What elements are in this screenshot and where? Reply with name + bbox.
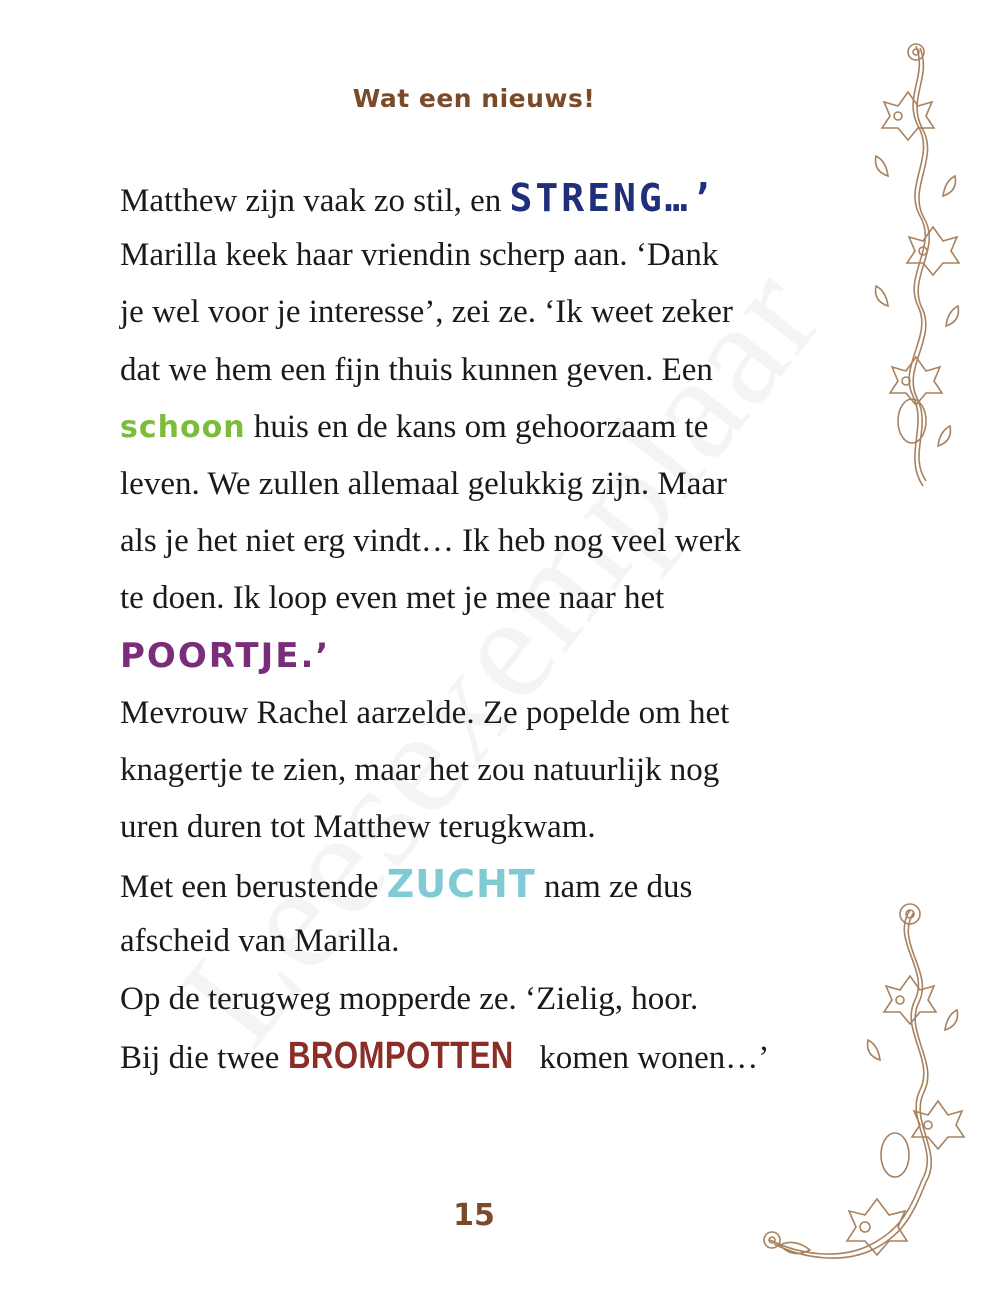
text-run: Marilla keek haar vriendin scherp aan. ‘Dank [120,237,719,274]
text-run: dat we hem een fijn thuis kunnen geven. Een [120,351,713,388]
text-run: nam ze dus [535,869,693,906]
text-run: knagertje te zien, maar het zou natuurlijk nog [120,751,720,788]
text-run: Mevrouw Rachel aarzelde. Ze popelde om het [120,694,730,731]
text-run: Op de terugweg mopperde ze. ‘Zielig, hoor. [120,980,699,1017]
text-run: Matthew zijn vaak zo stil, en [120,183,510,219]
text-line [120,342,830,399]
text-line [120,399,830,456]
text-line [120,170,830,227]
text-run: je wel voor je interesse’, zei ze. ‘Ik weet zeker [120,294,733,331]
text-line [120,284,830,341]
text-line [120,1028,830,1085]
text-line [120,856,830,913]
text-line [120,971,830,1028]
decorative-word-brompotten: BROMPOTTEN [287,1034,514,1077]
decorative-word-streng: STRENG…’ [509,176,717,220]
text-line [120,513,830,570]
decorative-word-poortje: POORTJE.’ [120,635,331,676]
page-number: 15 [453,1198,495,1233]
text-run: komen wonen…’ [530,1039,770,1076]
text-line [120,570,830,627]
text-run: Bij die twee [120,1039,288,1076]
text-run: Met een berustende [120,869,387,906]
text-run: als je het niet erg vindt… Ik heb nog veel werk [120,523,741,560]
text-run: uren duren tot Matthew terugkwam. [120,809,596,846]
decorative-word-schoon: schoon [120,409,246,445]
text-line [120,913,830,970]
body-text [120,170,830,1085]
text-line [120,227,830,284]
text-run: te doen. Ik loop even met je mee naar het [120,580,665,617]
text-line [120,799,830,856]
text-run: huis en de kans om gehoorzaam te [245,408,709,445]
text-run: leven. We zullen allemaal gelukkig zijn. Maar [120,465,728,502]
decorative-word-zucht: ZUCHT [386,862,536,907]
running-head: Wat een nieuws! [352,84,596,113]
text-line [120,628,830,685]
text-line [120,456,830,513]
text-run: afscheid van Marilla. [120,923,400,960]
text-line [120,685,830,742]
text-line [120,742,830,799]
